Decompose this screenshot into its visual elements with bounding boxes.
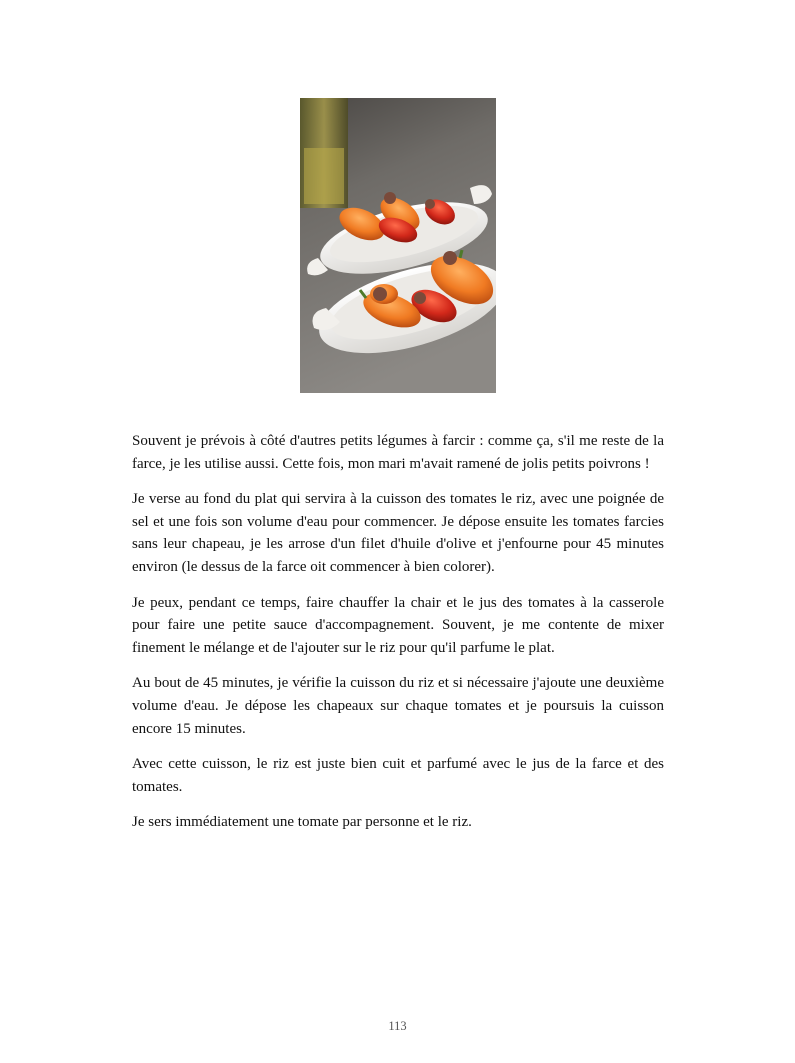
stuffed-peppers-photo xyxy=(300,98,496,393)
page-number: 113 xyxy=(388,1019,407,1033)
paragraph-3: Je peux, pendant ce temps, faire chauffer la chair et le jus des tomates à la casserole pour faire une petite sauce d'accompagnement. Souvent, je me contente de mixer finement le mélange et de l'ajouter sur le riz pour qu'il parfume le plat. xyxy=(132,594,664,656)
recipe-text xyxy=(132,430,664,847)
paragraph-6: Je sers immédiatement une tomate par personne et le riz. xyxy=(132,814,472,831)
paragraph-5: Avec cette cuisson, le riz est juste bien cuit et parfumé avec le jus de la farce et des tomates. xyxy=(132,756,664,795)
paragraph-1: Souvent je prévois à côté d'autres petits légumes à farcir : comme ça, s'il me reste de la farce, je les utilise aussi. Cette fois, mon mari m'avait ramené de jolis petits poivrons ! xyxy=(132,433,664,472)
paragraph-4: Au bout de 45 minutes, je vérifie la cuisson du riz et si nécessaire j'ajoute une deuxième volume d'eau. Je dépose les chapeaux sur chaque tomates et je poursuis la cuisson encore 15 minutes. xyxy=(132,675,664,737)
stuffed-peppers-illustration xyxy=(300,98,496,393)
paragraph-2: Je verse au fond du plat qui servira à la cuisson des tomates le riz, avec une poignée de sel et une fois son volume d'eau pour commencer. Je dépose ensuite les tomates farcies sans leur chapeau, je les arrose d'un filet d'huile d'olive et j'enfourne pour 45 minutes environ (le dessus de la farce oit commencer à bien colorer). xyxy=(132,491,664,575)
